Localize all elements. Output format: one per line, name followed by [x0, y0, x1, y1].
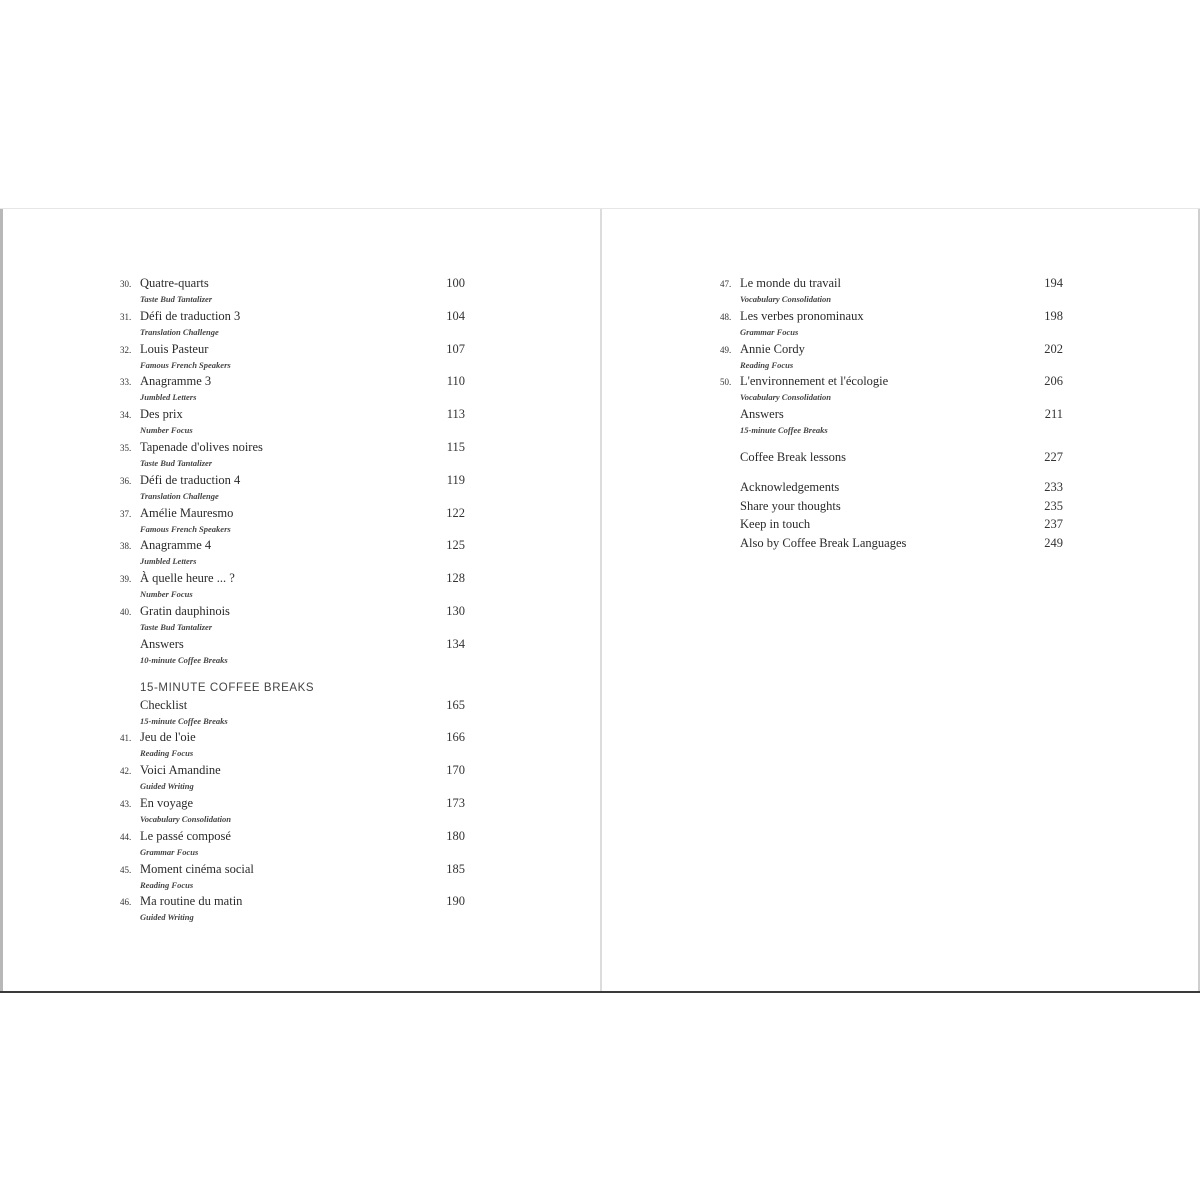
- entry-number: 37.: [120, 508, 132, 519]
- entry-number: 31.: [120, 311, 132, 322]
- entry-title: Voici Amandine: [140, 763, 221, 778]
- entry-page: 107: [446, 341, 465, 356]
- entry-subtitle: Guided Writing: [140, 781, 194, 792]
- toc-entry-lessons: [720, 450, 1063, 469]
- entry-subtitle: Translation Challenge: [140, 490, 219, 501]
- entry-title: Ma routine du matin: [140, 894, 243, 909]
- toc-entry-acknowledgements: [720, 480, 1063, 499]
- entry-page: 134: [446, 636, 465, 651]
- entry-number: 48.: [720, 311, 732, 322]
- entry-title: Also by Coffee Break Languages: [740, 535, 907, 550]
- toc-entry: [120, 730, 465, 763]
- toc-entry: [120, 571, 465, 604]
- entry-page: 206: [1044, 374, 1063, 389]
- toc-entry-checklist: [120, 698, 465, 731]
- entry-title: Anagramme 3: [140, 374, 212, 389]
- entry-page: 128: [446, 571, 465, 586]
- entry-title: Coffee Break lessons: [740, 449, 846, 464]
- toc-entry-answers: [720, 407, 1063, 440]
- entry-page: 122: [446, 505, 465, 520]
- toc-entry: [120, 796, 465, 829]
- entry-number: 44.: [120, 831, 132, 842]
- entry-page: 113: [446, 407, 465, 422]
- entry-number: 32.: [120, 344, 132, 355]
- entry-subtitle: Reading Focus: [740, 359, 794, 370]
- entry-number: 49.: [720, 344, 732, 355]
- toc-entry: [120, 894, 465, 927]
- entry-title: Answers: [740, 407, 784, 422]
- entry-page: 235: [1044, 498, 1063, 513]
- entry-title: Amélie Mauresmo: [140, 505, 234, 520]
- entry-page: 165: [446, 697, 465, 712]
- entry-page: 180: [446, 828, 465, 843]
- entry-number: 33.: [120, 377, 132, 388]
- entry-subtitle: 15-minute Coffee Breaks: [740, 425, 828, 436]
- toc-entry: [720, 309, 1063, 342]
- entry-number: 41.: [120, 733, 132, 744]
- entry-title: Quatre-quarts: [140, 276, 209, 290]
- entry-page: 110: [446, 374, 465, 389]
- toc-entry: [720, 374, 1063, 407]
- entry-title: Le passé composé: [140, 828, 231, 843]
- entry-title: En voyage: [140, 795, 194, 810]
- entry-page: 173: [446, 795, 465, 810]
- entry-page: 237: [1044, 517, 1063, 532]
- entry-page: 233: [1044, 480, 1063, 495]
- entry-page: 130: [446, 603, 465, 618]
- entry-number: 36.: [120, 475, 132, 486]
- entry-subtitle: Taste Bud Tantalizer: [140, 621, 213, 632]
- entry-title: À quelle heure ... ?: [140, 571, 235, 586]
- entry-number: 46.: [120, 897, 132, 908]
- toc-entry: [120, 538, 465, 571]
- entry-title: Tapenade d'olives noires: [140, 439, 263, 454]
- entry-subtitle: 15-minute Coffee Breaks: [140, 715, 228, 726]
- entry-title: Answers: [140, 636, 184, 651]
- entry-page: 198: [1044, 308, 1063, 323]
- toc-entry: [120, 374, 465, 407]
- toc-entry: [120, 506, 465, 539]
- toc-entry-also-by: [720, 536, 1063, 555]
- toc-entry: [120, 862, 465, 895]
- entry-number: 43.: [120, 798, 132, 809]
- entry-page: 100: [446, 276, 465, 290]
- entry-page: 119: [446, 472, 465, 487]
- entry-title: Les verbes pronominaux: [740, 308, 864, 323]
- entry-page: 249: [1044, 535, 1063, 550]
- entry-title: Le monde du travail: [740, 276, 842, 290]
- toc-entry: [120, 276, 465, 309]
- entry-subtitle: Taste Bud Tantalizer: [140, 294, 213, 304]
- entry-subtitle: Number Focus: [140, 589, 193, 600]
- entry-number: 34.: [120, 410, 132, 421]
- entry-page: 125: [446, 538, 465, 553]
- entry-subtitle: Number Focus: [140, 425, 193, 436]
- entry-title: Louis Pasteur: [140, 341, 209, 356]
- entry-title: Gratin dauphinois: [140, 603, 230, 618]
- right-page: [602, 209, 1200, 991]
- entry-subtitle: Taste Bud Tantalizer: [140, 457, 213, 468]
- entry-number: 38.: [120, 541, 132, 552]
- entry-page: 170: [446, 763, 465, 778]
- entry-number: 47.: [720, 279, 732, 289]
- entry-title: L'environnement et l'écologie: [740, 374, 889, 389]
- entry-subtitle: 10-minute Coffee Breaks: [140, 654, 228, 665]
- entry-subtitle: Vocabulary Consolidation: [740, 294, 831, 304]
- toc-entry: [120, 440, 465, 473]
- book-spread: [0, 208, 1200, 993]
- entry-title: Acknowledgements: [740, 480, 840, 495]
- entry-page: 202: [1044, 341, 1063, 356]
- entry-number: 50.: [720, 377, 732, 388]
- entry-number: 30.: [120, 279, 132, 289]
- entry-number: 42.: [120, 766, 132, 777]
- toc-left: [120, 276, 465, 927]
- entry-title: Anagramme 4: [140, 538, 212, 553]
- entry-subtitle: Grammar Focus: [740, 326, 799, 337]
- toc-entry: [120, 407, 465, 440]
- toc-entry: [120, 473, 465, 506]
- entry-subtitle: Guided Writing: [140, 912, 194, 923]
- entry-subtitle: Jumbled Letters: [140, 556, 197, 567]
- entry-title: Moment cinéma social: [140, 861, 254, 876]
- left-page: [0, 209, 600, 991]
- entry-subtitle: Reading Focus: [140, 879, 194, 890]
- entry-page: 190: [446, 894, 465, 909]
- entry-page: 115: [446, 439, 465, 454]
- toc-right: [720, 276, 1063, 554]
- toc-entry: [120, 604, 465, 637]
- section-heading: 15-MINUTE COFFEE BREAKS: [140, 681, 315, 694]
- entry-subtitle: Reading Focus: [140, 748, 194, 759]
- entry-page: 166: [446, 730, 465, 745]
- entry-title: Keep in touch: [740, 517, 811, 532]
- entry-subtitle: Vocabulary Consolidation: [140, 813, 231, 824]
- entry-title: Défi de traduction 3: [140, 308, 241, 323]
- entry-subtitle: Jumbled Letters: [140, 392, 197, 403]
- toc-entry: [120, 763, 465, 796]
- toc-entry: [120, 342, 465, 375]
- entry-subtitle: Vocabulary Consolidation: [740, 392, 831, 403]
- entry-number: 35.: [120, 442, 132, 453]
- entry-number: 40.: [120, 606, 132, 617]
- entry-number: 39.: [120, 574, 132, 585]
- entry-subtitle: Grammar Focus: [140, 846, 199, 857]
- entry-title: Share your thoughts: [740, 498, 841, 513]
- entry-page: 185: [446, 861, 465, 876]
- toc-entry: [120, 829, 465, 862]
- entry-page: 211: [1044, 407, 1063, 422]
- toc-entry-keep-in-touch: [720, 517, 1063, 536]
- entry-page: 104: [446, 308, 465, 323]
- entry-title: Défi de traduction 4: [140, 472, 241, 487]
- toc-entry: [720, 276, 1063, 309]
- entry-subtitle: Famous French Speakers: [140, 523, 231, 534]
- entry-title: Checklist: [140, 697, 188, 712]
- toc-entry-answers: [120, 637, 465, 670]
- toc-entry: [720, 342, 1063, 375]
- entry-title: Annie Cordy: [740, 341, 805, 356]
- entry-page: 194: [1044, 276, 1063, 290]
- toc-entry: [120, 309, 465, 342]
- entry-number: 45.: [120, 864, 132, 875]
- entry-subtitle: Famous French Speakers: [140, 359, 231, 370]
- toc-entry-share-thoughts: [720, 499, 1063, 518]
- entry-title: Des prix: [140, 407, 183, 422]
- entry-subtitle: Translation Challenge: [140, 326, 219, 337]
- entry-page: 227: [1044, 449, 1063, 464]
- entry-title: Jeu de l'oie: [140, 730, 196, 745]
